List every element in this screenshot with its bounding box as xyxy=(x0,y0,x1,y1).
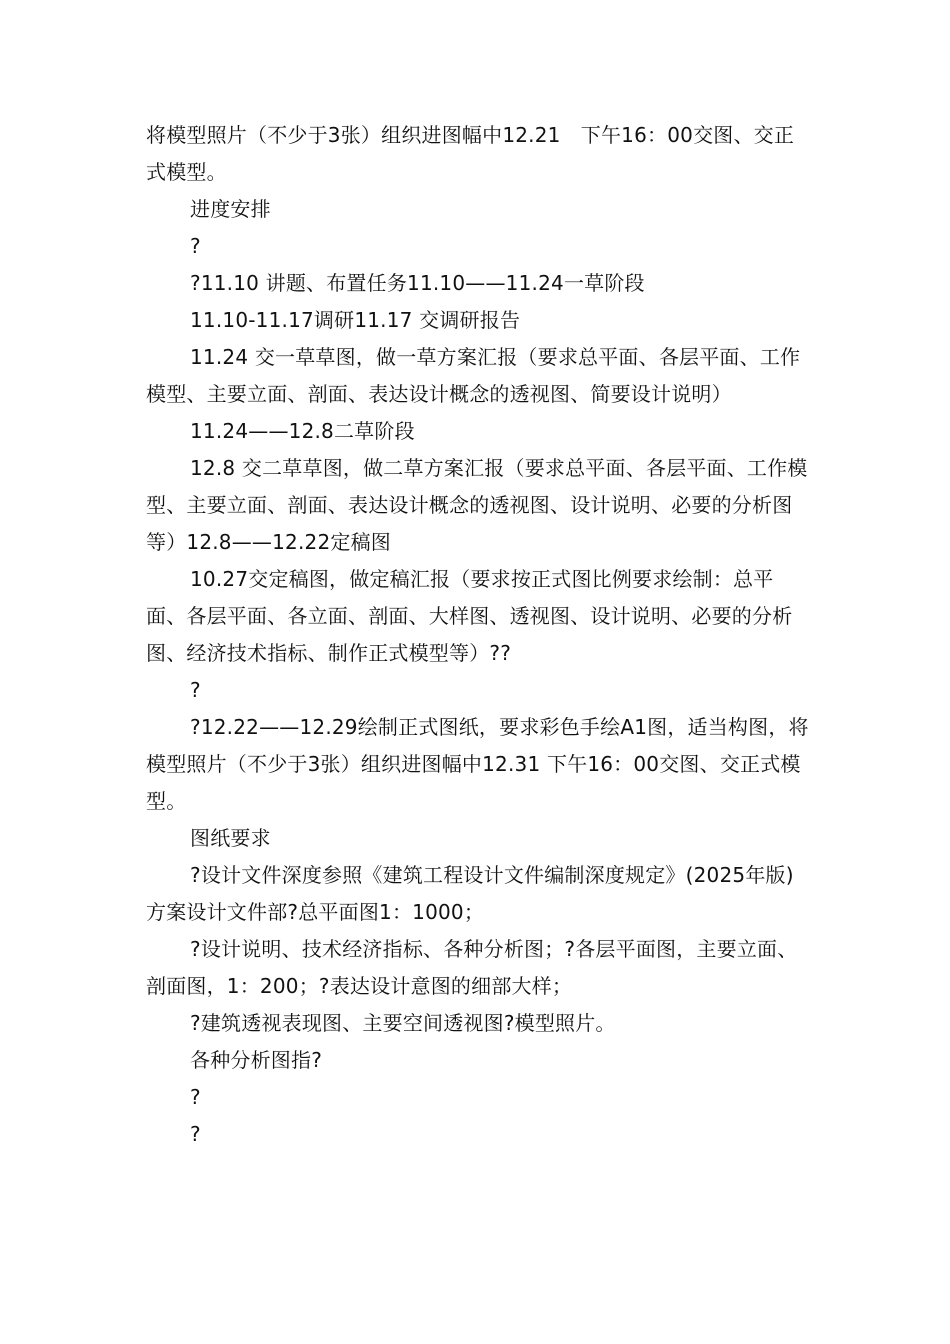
paragraph-4: ?11.10 讲题、布置任务11.10——11.24一草阶段 xyxy=(190,271,645,295)
paragraph-14: ?设计说明、技术经济指标、各种分析图；?各层平面图，主要立面、剖面图，1：200；?表达设计意图的细部大样； xyxy=(146,937,798,998)
paragraph-17: ? xyxy=(190,1085,201,1109)
section-heading-schedule: 进度安排 xyxy=(190,197,271,221)
paragraph-15: ?建筑透视表现图、主要空间透视图?模型照片。 xyxy=(190,1011,616,1035)
paragraph-16: 各种分析图指? xyxy=(190,1048,323,1072)
paragraph-11: ?12.22——12.29绘制正式图纸，要求彩色手绘A1图，适当构图，将模型照片（不少于3张）组织进图幅中12.31 下午16：00交图、交正式模型。 xyxy=(146,715,809,813)
paragraph-13: ?设计文件深度参照《建筑工程设计文件编制深度规定》(2025年版) 方案设计文件部?总平面图1：1000； xyxy=(146,863,794,924)
paragraph-8: 12.8 交二草草图，做二草方案汇报（要求总平面、各层平面、工作模型、主要立面、剖面、表达设计概念的透视图、设计说明、必要的分析图等）12.8——12.22定稿图 xyxy=(146,456,808,554)
paragraph-9: 10.27交定稿图，做定稿汇报（要求按正式图比例要求绘制：总平面、各层平面、各立面、剖面、大样图、透视图、设计说明、必要的分析图、经济技术指标、制作正式模型等）?? xyxy=(146,567,793,665)
document-body xyxy=(146,117,810,1153)
paragraph-7: 11.24——12.8二草阶段 xyxy=(190,419,415,443)
paragraph-10: ? xyxy=(190,678,201,702)
paragraph-3: ? xyxy=(190,234,201,258)
paragraph-5: 11.10-11.17调研11.17 交调研报告 xyxy=(190,308,521,332)
paragraph-6: 11.24 交一草草图，做一草方案汇报（要求总平面、各层平面、工作模型、主要立面、剖面、表达设计概念的透视图、简要设计说明） xyxy=(146,345,801,406)
section-heading-drawing-requirements: 图纸要求 xyxy=(190,826,271,850)
paragraph-18: ? xyxy=(190,1122,201,1146)
paragraph-1: 将模型照片（不少于3张）组织进图幅中12.21 下午16：00交图、交正式模型。 xyxy=(146,123,795,184)
